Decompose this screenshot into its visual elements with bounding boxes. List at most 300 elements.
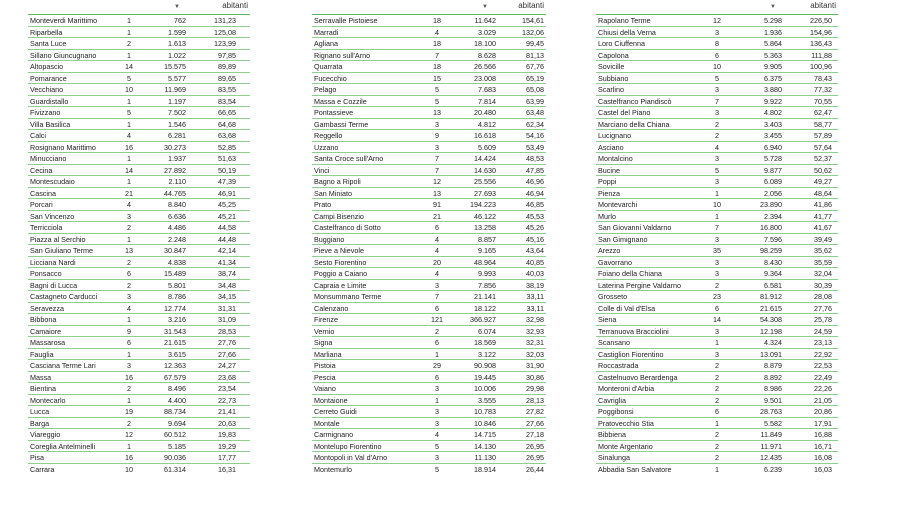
municipality-name: Cerreto Guidi xyxy=(314,407,357,416)
table-row xyxy=(28,313,250,325)
count-cell: 3 xyxy=(715,269,719,278)
count-cell: 3 xyxy=(435,280,439,290)
table-row xyxy=(28,141,250,153)
population-cell: 1.613 xyxy=(168,39,186,48)
municipality-name: Grosseto xyxy=(598,292,628,301)
population-cell: 8.496 xyxy=(168,384,186,393)
ratio-cell: 45,53 xyxy=(526,211,544,221)
population-cell: 20.480 xyxy=(474,108,496,117)
population-cell: 3.455 xyxy=(764,131,782,140)
ratio-cell: 154,61 xyxy=(522,16,544,25)
table-row xyxy=(28,187,250,199)
table-row xyxy=(312,141,546,153)
population-cell: 4.812 xyxy=(478,119,496,129)
table-row xyxy=(28,152,250,164)
count-cell: 3 xyxy=(435,407,439,416)
table-row xyxy=(596,382,838,394)
municipality-name: Terricciola xyxy=(30,223,63,232)
municipality-name: Montevarchi xyxy=(598,200,638,209)
ratio-cell: 46,91 xyxy=(218,188,236,198)
count-cell: 2 xyxy=(715,372,719,382)
population-cell: 15.489 xyxy=(164,269,186,278)
population-cell: 6.636 xyxy=(168,211,186,221)
ratio-cell: 47,85 xyxy=(526,165,544,175)
table-row xyxy=(28,336,250,348)
population-cell: 7.856 xyxy=(478,280,496,290)
ratio-cell: 62,34 xyxy=(526,119,544,129)
population-cell: 5.363 xyxy=(764,50,782,60)
table-row xyxy=(28,210,250,222)
ratio-cell: 34,15 xyxy=(218,292,236,301)
ratio-cell: 28,53 xyxy=(218,326,236,336)
table-row xyxy=(312,106,546,118)
ratio-cell: 63,68 xyxy=(218,131,236,140)
table-row xyxy=(312,382,546,394)
municipality-name: Murlo xyxy=(598,211,616,221)
municipality-name: Foiano della Chiana xyxy=(598,269,662,278)
table-row xyxy=(28,37,250,49)
table-row xyxy=(312,198,546,210)
ratio-cell: 16,03 xyxy=(814,464,832,474)
population-cell: 2.248 xyxy=(168,234,186,244)
municipality-name: Cavriglia xyxy=(598,395,626,405)
table-row xyxy=(28,325,250,337)
count-cell: 1 xyxy=(127,96,131,106)
municipality-name: Campi Bisenzio xyxy=(314,211,364,221)
population-cell: 14.715 xyxy=(474,430,496,439)
table-row xyxy=(312,428,546,440)
municipality-name: Montecarlo xyxy=(30,395,66,405)
municipality-name: Pistoia xyxy=(314,361,336,370)
count-cell: 6 xyxy=(435,338,439,347)
count-cell: 7 xyxy=(435,165,439,175)
column-header xyxy=(596,0,838,14)
municipality-name: Riparbella xyxy=(30,27,63,37)
table-row xyxy=(312,14,546,26)
ratio-cell: 28,13 xyxy=(526,395,544,405)
population-cell: 3.880 xyxy=(764,85,782,94)
table-row xyxy=(28,279,250,291)
population-cell: 12.363 xyxy=(164,361,186,370)
count-cell: 2 xyxy=(715,131,719,140)
municipality-name: Lucignano xyxy=(598,131,632,140)
municipality-name: Poggibonsi xyxy=(598,407,634,416)
ratio-cell: 67,76 xyxy=(526,62,544,71)
ratio-cell: 77,32 xyxy=(814,85,832,94)
municipality-name: Scansano xyxy=(598,338,630,347)
population-cell: 5.582 xyxy=(764,418,782,428)
population-cell: 4.486 xyxy=(168,223,186,232)
population-cell: 13.258 xyxy=(474,223,496,232)
count-cell: 5 xyxy=(435,85,439,94)
ratio-cell: 20,63 xyxy=(218,418,236,428)
count-cell: 5 xyxy=(715,165,719,175)
municipality-name: Licciana Nardi xyxy=(30,257,76,267)
count-cell: 4 xyxy=(435,269,439,278)
municipality-name: Pescia xyxy=(314,372,336,382)
ratio-cell: 44,58 xyxy=(218,223,236,232)
count-cell: 21 xyxy=(433,211,441,221)
municipality-name: Bagno a Ripoli xyxy=(314,177,361,186)
municipality-name: Castelfranco Piandiscò xyxy=(598,96,672,106)
ratio-cell: 70,55 xyxy=(814,96,832,106)
municipality-name: Marciano della Chiana xyxy=(598,119,670,129)
population-cell: 6.940 xyxy=(764,142,782,152)
ratio-cell: 46,96 xyxy=(526,177,544,186)
municipality-name: Carmignano xyxy=(314,430,354,439)
table-row xyxy=(596,118,838,130)
population-cell: 25.556 xyxy=(474,177,496,186)
ratio-cell: 16,08 xyxy=(814,453,832,462)
ratio-cell: 50,19 xyxy=(218,165,236,175)
count-cell: 1 xyxy=(435,395,439,405)
count-cell: 1 xyxy=(715,188,719,198)
count-cell: 10 xyxy=(713,62,721,71)
ratio-cell: 29,98 xyxy=(526,384,544,393)
ratio-cell: 52,85 xyxy=(218,142,236,152)
count-cell: 2 xyxy=(715,361,719,370)
population-cell: 3.029 xyxy=(478,27,496,37)
count-cell: 3 xyxy=(715,257,719,267)
ratio-cell: 41,67 xyxy=(814,223,832,232)
count-cell: 3 xyxy=(435,384,439,393)
count-cell: 2 xyxy=(715,453,719,462)
header-label-abitanti[interactable]: abitanti xyxy=(810,1,836,10)
count-cell: 16 xyxy=(125,372,133,382)
municipality-name: Fucecchio xyxy=(314,73,347,83)
ratio-cell: 78,43 xyxy=(814,73,832,83)
ratio-cell: 32,03 xyxy=(526,349,544,359)
table-row xyxy=(596,83,838,95)
population-cell: 7.683 xyxy=(478,85,496,94)
municipality-name: Rapolano Terme xyxy=(598,16,651,25)
municipality-name: Bucine xyxy=(598,165,620,175)
count-cell: 4 xyxy=(715,142,719,152)
population-cell: 6.239 xyxy=(764,464,782,474)
municipality-name: Sovicille xyxy=(598,62,625,71)
municipality-name: Sillano Giuncugnano xyxy=(30,50,97,60)
municipality-name: San Gimignano xyxy=(598,234,648,244)
population-cell: 4.838 xyxy=(168,257,186,267)
count-cell: 29 xyxy=(433,361,441,370)
table-row xyxy=(312,302,546,314)
table-row xyxy=(312,152,546,164)
count-cell: 18 xyxy=(433,16,441,25)
table-row xyxy=(312,37,546,49)
municipality-name: Ponsacco xyxy=(30,269,62,278)
population-cell: 18.569 xyxy=(474,338,496,347)
count-cell: 14 xyxy=(125,62,133,71)
count-cell: 14 xyxy=(125,165,133,175)
ratio-cell: 28,08 xyxy=(814,292,832,301)
ratio-cell: 46,94 xyxy=(526,188,544,198)
ratio-cell: 89,65 xyxy=(218,73,236,83)
ratio-cell: 47,39 xyxy=(218,177,236,186)
municipality-name: Camaiore xyxy=(30,326,62,336)
table-row xyxy=(596,221,838,233)
table-row xyxy=(596,325,838,337)
ratio-cell: 27,82 xyxy=(526,407,544,416)
sort-desc-icon[interactable]: ▼ xyxy=(770,4,776,10)
count-cell: 18 xyxy=(433,39,441,48)
ratio-cell: 154,96 xyxy=(810,27,832,37)
count-cell: 9 xyxy=(435,131,439,140)
population-cell: 16.800 xyxy=(760,223,782,232)
table-right xyxy=(596,0,838,474)
municipality-name: Laterina Pergine Valdarno xyxy=(598,280,681,290)
count-cell: 3 xyxy=(435,453,439,462)
table-row xyxy=(28,60,250,72)
municipality-name: Pelago xyxy=(314,85,337,94)
population-cell: 15.575 xyxy=(164,62,186,71)
ratio-cell: 30,39 xyxy=(814,280,832,290)
ratio-cell: 44,48 xyxy=(218,234,236,244)
table-row xyxy=(312,60,546,72)
population-cell: 9.364 xyxy=(764,269,782,278)
ratio-cell: 27,76 xyxy=(814,303,832,313)
ratio-cell: 41,34 xyxy=(218,257,236,267)
population-cell: 16.618 xyxy=(474,131,496,140)
municipality-name: Sinalunga xyxy=(598,453,630,462)
population-cell: 54.308 xyxy=(760,315,782,324)
ratio-cell: 226,50 xyxy=(810,16,832,25)
table-row xyxy=(596,141,838,153)
municipality-name: Bibbona xyxy=(30,315,57,324)
count-cell: 19 xyxy=(125,407,133,416)
count-cell: 5 xyxy=(715,73,719,83)
count-cell: 1 xyxy=(127,119,131,129)
population-cell: 1.546 xyxy=(168,119,186,129)
municipality-name: Villa Basilica xyxy=(30,119,71,129)
municipality-name: Capraia e Limite xyxy=(314,280,367,290)
population-cell: 6.281 xyxy=(168,131,186,140)
table-row xyxy=(596,72,838,84)
count-cell: 6 xyxy=(715,407,719,416)
ratio-cell: 63,99 xyxy=(526,96,544,106)
table-row xyxy=(596,129,838,141)
population-cell: 3.122 xyxy=(478,349,496,359)
population-cell: 21.141 xyxy=(474,292,496,301)
population-cell: 12.774 xyxy=(164,303,186,313)
count-cell: 1 xyxy=(127,16,131,25)
count-cell: 7 xyxy=(435,50,439,60)
ratio-cell: 65,19 xyxy=(526,73,544,83)
ratio-cell: 63,48 xyxy=(526,108,544,117)
count-cell: 6 xyxy=(435,223,439,232)
municipality-name: Vinci xyxy=(314,165,330,175)
sort-desc-icon[interactable]: ▼ xyxy=(482,4,488,10)
table-row xyxy=(312,95,546,107)
ratio-cell: 53,49 xyxy=(526,142,544,152)
municipality-name: Marliana xyxy=(314,349,342,359)
table-row xyxy=(312,83,546,95)
municipality-name: Coreglia Antelminelli xyxy=(30,441,96,451)
population-cell: 8.892 xyxy=(764,372,782,382)
table-row xyxy=(596,244,838,256)
table-row xyxy=(28,95,250,107)
table-row xyxy=(312,463,546,475)
population-cell: 8.628 xyxy=(478,50,496,60)
table-row xyxy=(28,302,250,314)
count-cell: 12 xyxy=(713,16,721,25)
population-cell: 14.130 xyxy=(474,441,496,451)
municipality-name: Serravalle Pistoiese xyxy=(314,16,378,25)
population-cell: 5.609 xyxy=(478,142,496,152)
population-cell: 8.879 xyxy=(764,361,782,370)
sort-desc-icon[interactable]: ▼ xyxy=(174,4,180,10)
count-cell: 10 xyxy=(125,464,133,474)
ratio-cell: 42,14 xyxy=(218,246,236,255)
municipality-name: Buggiano xyxy=(314,234,345,244)
municipality-name: Castelfranco di Sotto xyxy=(314,223,381,232)
ratio-cell: 31,90 xyxy=(526,361,544,370)
municipality-name: Pratovecchio Stia xyxy=(598,418,654,428)
ratio-cell: 32,98 xyxy=(526,315,544,324)
table-row xyxy=(596,233,838,245)
count-cell: 13 xyxy=(433,188,441,198)
population-cell: 11.642 xyxy=(474,16,496,25)
count-cell: 2 xyxy=(715,119,719,129)
municipality-name: Minucciano xyxy=(30,154,67,163)
ratio-cell: 111,88 xyxy=(811,50,832,60)
population-cell: 81.912 xyxy=(760,292,782,301)
table-row xyxy=(596,95,838,107)
count-cell: 3 xyxy=(127,361,131,370)
ratio-cell: 32,31 xyxy=(526,338,544,347)
table-row xyxy=(28,256,250,268)
municipality-name: San Vincenzo xyxy=(30,211,75,221)
count-cell: 14 xyxy=(713,315,721,324)
count-cell: 3 xyxy=(715,154,719,163)
ratio-cell: 132,06 xyxy=(522,27,544,37)
municipality-name: Seravezza xyxy=(30,303,64,313)
ratio-cell: 16,71 xyxy=(814,441,832,451)
table-row xyxy=(28,26,250,38)
population-cell: 30.847 xyxy=(164,246,186,255)
population-cell: 26.566 xyxy=(474,62,496,71)
table-row xyxy=(312,394,546,406)
municipality-name: Subbiano xyxy=(598,73,629,83)
municipality-name: Montale xyxy=(314,418,340,428)
count-cell: 23 xyxy=(713,292,721,301)
table-row xyxy=(596,210,838,222)
table-row xyxy=(28,451,250,463)
population-cell: 8.986 xyxy=(764,384,782,393)
header-label-abitanti[interactable]: abitanti xyxy=(518,1,544,10)
ratio-cell: 19,29 xyxy=(218,441,236,451)
table-row xyxy=(312,313,546,325)
count-cell: 3 xyxy=(715,349,719,359)
count-cell: 10 xyxy=(125,85,133,94)
population-cell: 194.223 xyxy=(470,200,496,209)
municipality-name: Montopoli in Val d'Arno xyxy=(314,453,388,462)
count-cell: 1 xyxy=(127,27,131,37)
count-cell: 16 xyxy=(125,142,133,152)
column-header xyxy=(312,0,546,14)
population-cell: 48.964 xyxy=(474,257,496,267)
ratio-cell: 45,21 xyxy=(218,211,236,221)
population-cell: 18.122 xyxy=(474,303,496,313)
population-cell: 11.971 xyxy=(760,441,782,451)
ratio-cell: 39,49 xyxy=(814,234,832,244)
table-row xyxy=(28,244,250,256)
municipality-name: Poppi xyxy=(598,177,617,186)
table-row xyxy=(28,83,250,95)
population-cell: 6.074 xyxy=(478,326,496,336)
population-cell: 1.599 xyxy=(168,27,186,37)
count-cell: 15 xyxy=(433,73,441,83)
ratio-cell: 24,27 xyxy=(218,361,236,370)
municipality-name: Santa Croce sull'Arno xyxy=(314,154,384,163)
count-cell: 91 xyxy=(433,200,441,209)
ratio-cell: 27,76 xyxy=(218,338,236,347)
ratio-cell: 22,73 xyxy=(218,395,236,405)
ratio-cell: 32,93 xyxy=(526,326,544,336)
header-label-abitanti[interactable]: abitanti xyxy=(222,1,248,10)
table-row xyxy=(312,221,546,233)
table-row xyxy=(312,417,546,429)
municipality-name: Barga xyxy=(30,418,50,428)
count-cell: 13 xyxy=(433,108,441,117)
ratio-cell: 57,64 xyxy=(814,142,832,152)
municipality-name: Arezzo xyxy=(598,246,621,255)
table-row xyxy=(312,72,546,84)
municipality-name: Vaiano xyxy=(314,384,336,393)
municipality-name: Chiusi della Verna xyxy=(598,27,656,37)
ratio-cell: 52,37 xyxy=(814,154,832,163)
count-cell: 6 xyxy=(127,269,131,278)
population-cell: 5.801 xyxy=(168,280,186,290)
municipality-name: Sesto Fiorentino xyxy=(314,257,367,267)
ratio-cell: 27,66 xyxy=(526,418,544,428)
ratio-cell: 99,45 xyxy=(526,39,544,48)
table-row xyxy=(596,359,838,371)
table-row xyxy=(312,129,546,141)
ratio-cell: 81,13 xyxy=(526,50,544,60)
municipality-name: Terranuova Bracciolini xyxy=(598,326,669,336)
municipality-name: Massa e Cozzile xyxy=(314,96,367,106)
municipality-name: Capolona xyxy=(598,50,629,60)
municipality-name: Roccastrada xyxy=(598,361,639,370)
ratio-cell: 16,31 xyxy=(218,464,236,474)
count-cell: 2 xyxy=(715,395,719,405)
population-cell: 21.615 xyxy=(164,338,186,347)
ratio-cell: 34,48 xyxy=(218,280,236,290)
ratio-cell: 136,43 xyxy=(810,39,832,48)
count-cell: 2 xyxy=(127,257,131,267)
count-cell: 3 xyxy=(715,234,719,244)
population-cell: 11.849 xyxy=(760,430,782,439)
ratio-cell: 32,04 xyxy=(814,269,832,278)
table-row xyxy=(28,164,250,176)
table-row xyxy=(28,198,250,210)
population-cell: 4.324 xyxy=(764,338,782,347)
table-row xyxy=(28,72,250,84)
ratio-cell: 17,91 xyxy=(814,418,832,428)
table-row xyxy=(28,290,250,302)
ratio-cell: 26,95 xyxy=(526,453,544,462)
municipality-name: Cecina xyxy=(30,165,53,175)
ratio-cell: 50,62 xyxy=(814,165,832,175)
municipality-name: Montaione xyxy=(314,395,348,405)
municipality-name: Rignano sull'Arno xyxy=(314,50,371,60)
count-cell: 3 xyxy=(435,119,439,129)
table-row xyxy=(28,382,250,394)
count-cell: 9 xyxy=(127,326,131,336)
population-cell: 5.577 xyxy=(168,73,186,83)
ratio-cell: 31,31 xyxy=(218,303,236,313)
population-cell: 7.814 xyxy=(478,96,496,106)
